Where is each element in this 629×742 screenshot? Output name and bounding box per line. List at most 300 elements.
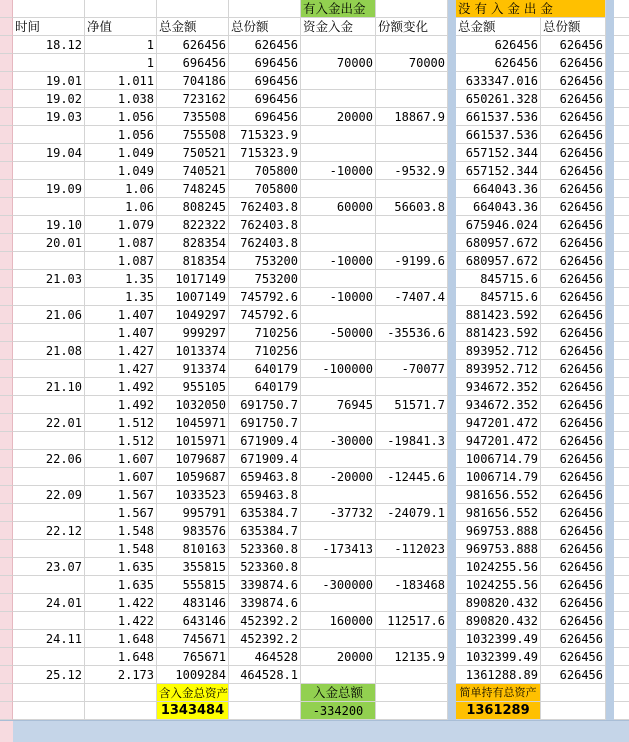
cell[interactable] <box>614 162 629 180</box>
cell-share-change[interactable] <box>376 72 448 90</box>
cell-total-shares[interactable]: 640179 <box>229 378 301 396</box>
cell-deposit[interactable] <box>301 306 376 324</box>
cell-total-amount[interactable]: 750521 <box>157 144 229 162</box>
cell-time[interactable]: 24.01 <box>13 594 85 612</box>
cell-total-amount[interactable]: 1032050 <box>157 396 229 414</box>
cell-total-shares-hold[interactable]: 626456 <box>541 126 606 144</box>
cell-total-amount[interactable]: 822322 <box>157 216 229 234</box>
cell[interactable] <box>614 216 629 234</box>
cell-share-change[interactable] <box>376 126 448 144</box>
cell-deposit[interactable]: 20000 <box>301 108 376 126</box>
cell-total-shares[interactable]: 715323.9 <box>229 144 301 162</box>
cell-deposit[interactable]: 76945 <box>301 396 376 414</box>
cell-nav[interactable]: 1.35 <box>85 288 157 306</box>
cell-time[interactable]: 25.12 <box>13 666 85 684</box>
cell-share-change[interactable] <box>376 450 448 468</box>
cell-share-change[interactable] <box>376 594 448 612</box>
with-flow-label[interactable]: 有入金出金 <box>301 0 376 18</box>
cell-time[interactable]: 24.11 <box>13 630 85 648</box>
cell-time[interactable]: 23.07 <box>13 558 85 576</box>
cell-share-change[interactable]: -7407.4 <box>376 288 448 306</box>
cell-total-shares[interactable]: 691750.7 <box>229 396 301 414</box>
cell-nav[interactable]: 1.049 <box>85 162 157 180</box>
cell[interactable] <box>614 198 629 216</box>
cell-time[interactable] <box>13 540 85 558</box>
cell-deposit[interactable] <box>301 522 376 540</box>
header-total-amount-hold[interactable]: 总金额 <box>456 18 541 36</box>
cell-time[interactable]: 22.09 <box>13 486 85 504</box>
cell-total-shares-hold[interactable]: 626456 <box>541 540 606 558</box>
cell[interactable] <box>541 684 606 702</box>
cell-time[interactable]: 19.10 <box>13 216 85 234</box>
cell[interactable] <box>614 648 629 666</box>
cell-total-shares[interactable]: 710256 <box>229 324 301 342</box>
cell-deposit[interactable] <box>301 36 376 54</box>
cell-time[interactable] <box>13 126 85 144</box>
total-assets-value[interactable]: 1343484 <box>157 702 229 720</box>
cell-total-shares[interactable]: 523360.8 <box>229 540 301 558</box>
cell-deposit[interactable] <box>301 486 376 504</box>
cell-share-change[interactable] <box>376 522 448 540</box>
cell[interactable] <box>614 324 629 342</box>
cell[interactable] <box>229 702 301 720</box>
cell-share-change[interactable] <box>376 342 448 360</box>
cell-nav[interactable]: 1 <box>85 36 157 54</box>
cell-total-shares[interactable]: 762403.8 <box>229 216 301 234</box>
cell-time[interactable] <box>13 504 85 522</box>
cell-nav[interactable]: 1 <box>85 54 157 72</box>
cell-total-amount[interactable]: 1007149 <box>157 288 229 306</box>
header-deposit[interactable]: 资金入金 <box>301 18 376 36</box>
cell-total-shares-hold[interactable]: 626456 <box>541 234 606 252</box>
cell-total-shares[interactable]: 762403.8 <box>229 234 301 252</box>
cell-time[interactable] <box>13 396 85 414</box>
cell-total-shares-hold[interactable]: 626456 <box>541 54 606 72</box>
cell-deposit[interactable]: -300000 <box>301 576 376 594</box>
cell-time[interactable] <box>13 324 85 342</box>
cell-total-shares-hold[interactable]: 626456 <box>541 180 606 198</box>
cell-deposit[interactable] <box>301 126 376 144</box>
cell-total-shares[interactable]: 691750.7 <box>229 414 301 432</box>
cell[interactable] <box>614 54 629 72</box>
cell-time[interactable]: 21.03 <box>13 270 85 288</box>
cell-nav[interactable]: 1.648 <box>85 630 157 648</box>
cell-total-shares[interactable]: 640179 <box>229 360 301 378</box>
cell-total-shares[interactable]: 710256 <box>229 342 301 360</box>
cell-share-change[interactable]: -12445.6 <box>376 468 448 486</box>
cell-total-shares[interactable]: 659463.8 <box>229 468 301 486</box>
cell-deposit[interactable]: 160000 <box>301 612 376 630</box>
header-nav[interactable]: 净值 <box>85 18 157 36</box>
cell-time[interactable]: 18.12 <box>13 36 85 54</box>
cell-total-shares-hold[interactable]: 626456 <box>541 522 606 540</box>
cell-total-shares-hold[interactable]: 626456 <box>541 108 606 126</box>
cell-nav[interactable]: 1.422 <box>85 594 157 612</box>
cell-total-amount-hold[interactable]: 1032399.49 <box>456 648 541 666</box>
cell-total-shares-hold[interactable]: 626456 <box>541 468 606 486</box>
cell-time[interactable]: 21.08 <box>13 342 85 360</box>
cell-deposit[interactable] <box>301 180 376 198</box>
cell-deposit[interactable] <box>301 72 376 90</box>
cell[interactable] <box>614 126 629 144</box>
cell-total-amount[interactable]: 983576 <box>157 522 229 540</box>
cell-nav[interactable]: 1.427 <box>85 360 157 378</box>
cell[interactable] <box>614 108 629 126</box>
cell-total-amount-hold[interactable]: 626456 <box>456 54 541 72</box>
cell-total-amount[interactable]: 748245 <box>157 180 229 198</box>
cell[interactable] <box>614 0 629 18</box>
cell-total-amount-hold[interactable]: 947201.472 <box>456 414 541 432</box>
cell-deposit[interactable] <box>301 630 376 648</box>
cell-total-shares-hold[interactable]: 626456 <box>541 432 606 450</box>
cell-total-amount[interactable]: 913374 <box>157 360 229 378</box>
cell[interactable] <box>85 0 157 18</box>
cell-time[interactable]: 21.06 <box>13 306 85 324</box>
cell-total-shares-hold[interactable]: 626456 <box>541 306 606 324</box>
cell-total-shares[interactable]: 464528.1 <box>229 666 301 684</box>
cell-deposit[interactable]: 20000 <box>301 648 376 666</box>
cell-total-amount[interactable]: 1079687 <box>157 450 229 468</box>
cell-time[interactable]: 21.10 <box>13 378 85 396</box>
cell-nav[interactable]: 1.038 <box>85 90 157 108</box>
cell[interactable] <box>614 180 629 198</box>
cell-share-change[interactable]: -9199.6 <box>376 252 448 270</box>
cell-total-amount-hold[interactable]: 626456 <box>456 36 541 54</box>
cell-time[interactable] <box>13 612 85 630</box>
cell-time[interactable]: 19.02 <box>13 90 85 108</box>
cell-total-shares-hold[interactable]: 626456 <box>541 36 606 54</box>
cell[interactable] <box>614 558 629 576</box>
cell-nav[interactable]: 1.407 <box>85 324 157 342</box>
cell-nav[interactable]: 1.548 <box>85 522 157 540</box>
cell-nav[interactable]: 1.607 <box>85 468 157 486</box>
cell-share-change[interactable] <box>376 180 448 198</box>
cell-share-change[interactable]: -24079.1 <box>376 504 448 522</box>
cell-total-amount[interactable]: 818354 <box>157 252 229 270</box>
cell-total-amount-hold[interactable]: 650261.328 <box>456 90 541 108</box>
cell-total-shares-hold[interactable]: 626456 <box>541 216 606 234</box>
cell-share-change[interactable] <box>376 90 448 108</box>
cell-total-amount-hold[interactable]: 893952.712 <box>456 360 541 378</box>
cell-time[interactable] <box>13 198 85 216</box>
cell-total-shares[interactable]: 762403.8 <box>229 198 301 216</box>
cell-total-shares-hold[interactable]: 626456 <box>541 360 606 378</box>
cell-deposit[interactable] <box>301 378 376 396</box>
cell-share-change[interactable]: -9532.9 <box>376 162 448 180</box>
cell-share-change[interactable]: -112023 <box>376 540 448 558</box>
cell[interactable] <box>614 252 629 270</box>
cell-total-shares[interactable]: 705800 <box>229 162 301 180</box>
cell-share-change[interactable] <box>376 234 448 252</box>
cell-total-amount[interactable]: 995791 <box>157 504 229 522</box>
cell-share-change[interactable] <box>376 306 448 324</box>
cell-total-amount-hold[interactable]: 1024255.56 <box>456 558 541 576</box>
cell[interactable] <box>13 684 85 702</box>
cell-share-change[interactable]: 112517.6 <box>376 612 448 630</box>
header-total-shares[interactable]: 总份额 <box>229 18 301 36</box>
cell-share-change[interactable] <box>376 486 448 504</box>
cell-total-amount[interactable]: 1013374 <box>157 342 229 360</box>
cell-share-change[interactable] <box>376 558 448 576</box>
cell[interactable] <box>614 144 629 162</box>
cell-total-shares[interactable]: 753200 <box>229 270 301 288</box>
cell[interactable] <box>614 702 629 720</box>
cell-total-shares-hold[interactable]: 626456 <box>541 630 606 648</box>
cell-total-shares[interactable]: 671909.4 <box>229 432 301 450</box>
cell[interactable] <box>376 702 448 720</box>
header-total-amount[interactable]: 总金额 <box>157 18 229 36</box>
cell-nav[interactable]: 1.607 <box>85 450 157 468</box>
cell-share-change[interactable] <box>376 144 448 162</box>
cell-share-change[interactable]: -19841.3 <box>376 432 448 450</box>
cell-share-change[interactable] <box>376 630 448 648</box>
cell-total-shares-hold[interactable]: 626456 <box>541 648 606 666</box>
cell-total-amount[interactable]: 999297 <box>157 324 229 342</box>
cell-total-amount[interactable]: 955105 <box>157 378 229 396</box>
cell-time[interactable]: 22.12 <box>13 522 85 540</box>
cell-total-shares[interactable]: 745792.6 <box>229 288 301 306</box>
cell-time[interactable] <box>13 54 85 72</box>
cell-total-shares[interactable]: 464528 <box>229 648 301 666</box>
cell-nav[interactable]: 1.548 <box>85 540 157 558</box>
cell-nav[interactable]: 1.512 <box>85 432 157 450</box>
cell-total-shares-hold[interactable]: 626456 <box>541 252 606 270</box>
cell[interactable] <box>614 270 629 288</box>
cell[interactable] <box>614 288 629 306</box>
cell-deposit[interactable]: -173413 <box>301 540 376 558</box>
cell[interactable] <box>614 576 629 594</box>
cell-deposit[interactable] <box>301 144 376 162</box>
cell-total-shares[interactable]: 715323.9 <box>229 126 301 144</box>
cell-total-shares-hold[interactable]: 626456 <box>541 270 606 288</box>
cell-total-amount-hold[interactable]: 657152.344 <box>456 162 541 180</box>
cell[interactable] <box>614 234 629 252</box>
cell[interactable] <box>614 486 629 504</box>
cell[interactable] <box>614 522 629 540</box>
cell-nav[interactable]: 1.35 <box>85 270 157 288</box>
cell[interactable] <box>614 72 629 90</box>
cell-nav[interactable]: 1.512 <box>85 414 157 432</box>
cell-total-shares[interactable]: 745792.6 <box>229 306 301 324</box>
cell-share-change[interactable]: 18867.9 <box>376 108 448 126</box>
cell-total-amount[interactable]: 1049297 <box>157 306 229 324</box>
cell-total-amount-hold[interactable]: 947201.472 <box>456 432 541 450</box>
cell-total-shares-hold[interactable]: 626456 <box>541 396 606 414</box>
cell[interactable] <box>614 18 629 36</box>
cell-total-amount[interactable]: 1015971 <box>157 432 229 450</box>
cell-time[interactable]: 22.06 <box>13 450 85 468</box>
cell-deposit[interactable]: -10000 <box>301 162 376 180</box>
cell-total-amount-hold[interactable]: 934672.352 <box>456 378 541 396</box>
cell-total-amount[interactable]: 1059687 <box>157 468 229 486</box>
cell-total-amount[interactable]: 483146 <box>157 594 229 612</box>
cell-time[interactable]: 19.04 <box>13 144 85 162</box>
cell-nav[interactable]: 1.635 <box>85 576 157 594</box>
cell-time[interactable] <box>13 252 85 270</box>
cell-total-shares[interactable]: 696456 <box>229 108 301 126</box>
cell-share-change[interactable] <box>376 270 448 288</box>
cell[interactable] <box>376 684 448 702</box>
cell-total-amount-hold[interactable]: 845715.6 <box>456 288 541 306</box>
cell-total-shares[interactable]: 635384.7 <box>229 504 301 522</box>
cell[interactable] <box>614 612 629 630</box>
cell-nav[interactable]: 1.427 <box>85 342 157 360</box>
cell-total-amount-hold[interactable]: 1006714.79 <box>456 450 541 468</box>
cell-total-shares[interactable]: 696456 <box>229 72 301 90</box>
cell-share-change[interactable]: 70000 <box>376 54 448 72</box>
cell-nav[interactable]: 1.635 <box>85 558 157 576</box>
cell-share-change[interactable]: -183468 <box>376 576 448 594</box>
cell-total-amount-hold[interactable]: 893952.712 <box>456 342 541 360</box>
cell[interactable] <box>614 306 629 324</box>
cell-total-amount[interactable]: 643146 <box>157 612 229 630</box>
cell-total-amount[interactable]: 828354 <box>157 234 229 252</box>
header-time[interactable]: 时间 <box>13 18 85 36</box>
simple-hold-value[interactable]: 1361289 <box>456 702 541 720</box>
cell-total-amount[interactable]: 810163 <box>157 540 229 558</box>
cell-total-shares-hold[interactable]: 626456 <box>541 144 606 162</box>
cell-total-shares-hold[interactable]: 626456 <box>541 288 606 306</box>
cell-deposit[interactable] <box>301 342 376 360</box>
cell-total-shares-hold[interactable]: 626456 <box>541 342 606 360</box>
cell-share-change[interactable] <box>376 666 448 684</box>
cell-time[interactable]: 22.01 <box>13 414 85 432</box>
cell-total-amount[interactable]: 1045971 <box>157 414 229 432</box>
cell-total-amount[interactable]: 740521 <box>157 162 229 180</box>
cell-deposit[interactable] <box>301 558 376 576</box>
cell-nav[interactable]: 1.079 <box>85 216 157 234</box>
cell-total-amount-hold[interactable]: 664043.36 <box>456 198 541 216</box>
cell-total-amount[interactable]: 808245 <box>157 198 229 216</box>
cell-total-shares[interactable]: 659463.8 <box>229 486 301 504</box>
cell-total-amount[interactable]: 723162 <box>157 90 229 108</box>
cell[interactable] <box>85 702 157 720</box>
cell-time[interactable] <box>13 432 85 450</box>
cell-nav[interactable]: 1.492 <box>85 396 157 414</box>
cell-time[interactable]: 19.01 <box>13 72 85 90</box>
cell-total-amount-hold[interactable]: 1024255.56 <box>456 576 541 594</box>
cell-total-shares[interactable]: 705800 <box>229 180 301 198</box>
cell-deposit[interactable] <box>301 270 376 288</box>
cell[interactable] <box>614 666 629 684</box>
deposit-total-label[interactable]: 入金总额 <box>301 684 376 702</box>
cell-nav[interactable]: 1.06 <box>85 198 157 216</box>
cell-total-shares-hold[interactable]: 626456 <box>541 198 606 216</box>
cell-deposit[interactable]: -37732 <box>301 504 376 522</box>
cell[interactable] <box>614 378 629 396</box>
cell-deposit[interactable] <box>301 90 376 108</box>
cell-total-shares[interactable]: 696456 <box>229 90 301 108</box>
cell-total-amount-hold[interactable]: 680957.672 <box>456 234 541 252</box>
cell-total-shares-hold[interactable]: 626456 <box>541 324 606 342</box>
cell-time[interactable] <box>13 162 85 180</box>
cell-total-amount[interactable]: 765671 <box>157 648 229 666</box>
cell-nav[interactable]: 1.087 <box>85 252 157 270</box>
cell-share-change[interactable] <box>376 378 448 396</box>
cell-total-shares[interactable]: 452392.2 <box>229 612 301 630</box>
cell-total-amount[interactable]: 1033523 <box>157 486 229 504</box>
cell-total-shares-hold[interactable]: 626456 <box>541 558 606 576</box>
cell-share-change[interactable]: 51571.7 <box>376 396 448 414</box>
cell[interactable] <box>614 630 629 648</box>
cell-total-amount-hold[interactable]: 1032399.49 <box>456 630 541 648</box>
cell[interactable] <box>614 90 629 108</box>
cell-total-shares[interactable]: 452392.2 <box>229 630 301 648</box>
cell-nav[interactable]: 1.492 <box>85 378 157 396</box>
cell-total-amount-hold[interactable]: 881423.592 <box>456 306 541 324</box>
cell[interactable] <box>13 0 85 18</box>
cell-total-shares-hold[interactable]: 626456 <box>541 414 606 432</box>
cell[interactable] <box>614 684 629 702</box>
cell-deposit[interactable]: -10000 <box>301 252 376 270</box>
cell-time[interactable] <box>13 468 85 486</box>
deposit-total-value[interactable]: -334200 <box>301 702 376 720</box>
simple-hold-label[interactable]: 简单持有总资产 <box>456 684 541 702</box>
cell-total-amount[interactable]: 755508 <box>157 126 229 144</box>
cell-total-shares[interactable]: 671909.4 <box>229 450 301 468</box>
cell-deposit[interactable] <box>301 450 376 468</box>
cell-total-shares[interactable]: 626456 <box>229 36 301 54</box>
cell-total-amount[interactable]: 355815 <box>157 558 229 576</box>
cell-total-shares[interactable]: 696456 <box>229 54 301 72</box>
cell-total-shares[interactable]: 635384.7 <box>229 522 301 540</box>
cell-time[interactable] <box>13 360 85 378</box>
cell[interactable] <box>13 702 85 720</box>
cell-total-amount[interactable]: 735508 <box>157 108 229 126</box>
cell-total-shares-hold[interactable]: 626456 <box>541 90 606 108</box>
cell[interactable] <box>85 684 157 702</box>
cell-share-change[interactable] <box>376 216 448 234</box>
cell-nav[interactable]: 1.648 <box>85 648 157 666</box>
cell-time[interactable]: 19.09 <box>13 180 85 198</box>
no-flow-label[interactable]: 没 有 入 金 出 金 <box>456 0 606 18</box>
cell-time[interactable]: 19.03 <box>13 108 85 126</box>
cell-total-shares-hold[interactable]: 626456 <box>541 666 606 684</box>
cell-total-amount-hold[interactable]: 969753.888 <box>456 540 541 558</box>
cell-total-amount-hold[interactable]: 675946.024 <box>456 216 541 234</box>
cell-nav[interactable]: 1.087 <box>85 234 157 252</box>
cell-total-amount-hold[interactable]: 881423.592 <box>456 324 541 342</box>
cell-share-change[interactable] <box>376 36 448 54</box>
cell[interactable] <box>229 684 301 702</box>
cell[interactable] <box>541 702 606 720</box>
cell-time[interactable] <box>13 648 85 666</box>
cell-total-shares-hold[interactable]: 626456 <box>541 72 606 90</box>
cell-total-amount[interactable]: 1009284 <box>157 666 229 684</box>
cell-total-amount-hold[interactable]: 1006714.79 <box>456 468 541 486</box>
cell-share-change[interactable] <box>376 414 448 432</box>
cell[interactable] <box>157 0 229 18</box>
cell[interactable] <box>614 414 629 432</box>
cell-share-change[interactable]: 12135.9 <box>376 648 448 666</box>
cell-total-amount-hold[interactable]: 845715.6 <box>456 270 541 288</box>
cell-deposit[interactable]: -10000 <box>301 288 376 306</box>
cell-total-amount[interactable]: 626456 <box>157 36 229 54</box>
cell-deposit[interactable] <box>301 234 376 252</box>
cell-total-amount-hold[interactable]: 969753.888 <box>456 522 541 540</box>
cell-total-shares[interactable]: 523360.8 <box>229 558 301 576</box>
cell-total-amount-hold[interactable]: 981656.552 <box>456 504 541 522</box>
cell-nav[interactable]: 1.06 <box>85 180 157 198</box>
cell-time[interactable] <box>13 576 85 594</box>
cell-total-shares-hold[interactable]: 626456 <box>541 612 606 630</box>
cell-time[interactable] <box>13 288 85 306</box>
cell-total-amount[interactable]: 555815 <box>157 576 229 594</box>
cell-deposit[interactable]: 60000 <box>301 198 376 216</box>
cell-nav[interactable]: 1.056 <box>85 126 157 144</box>
cell-total-amount-hold[interactable]: 934672.352 <box>456 396 541 414</box>
cell-total-amount-hold[interactable]: 661537.536 <box>456 108 541 126</box>
